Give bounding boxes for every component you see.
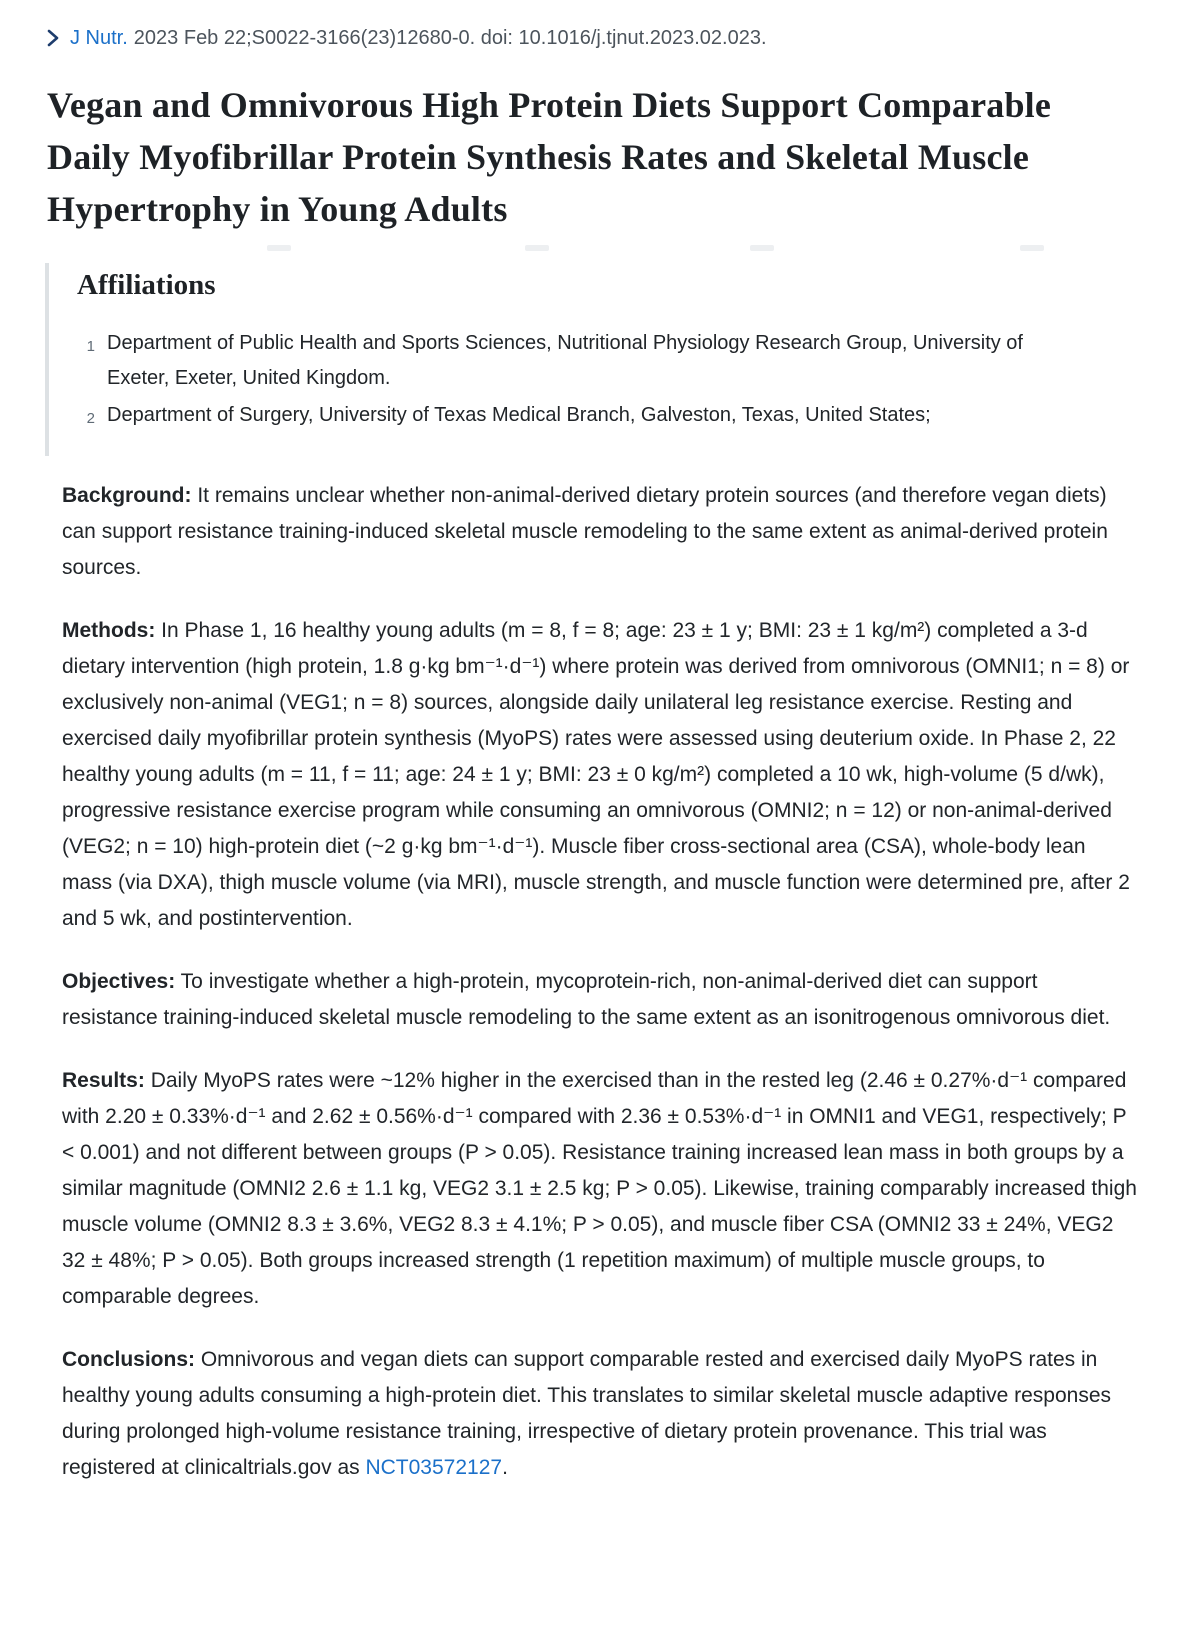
section-text-conclusions: Omnivorous and vegan diets can support comparable rested and exercised daily MyoPS rates in healthy young adults consuming a high-protein diet. This translates to similar skeletal muscle adaptive responses during prolonged high-volume resistance training, irrespective of dietary protein provenance. This trial was registered at clinicaltrials.gov as: [62, 1348, 1112, 1480]
abstract-section: [62, 478, 1138, 1486]
ghost-element: [267, 245, 291, 251]
affiliations-list: [77, 326, 1155, 436]
abstract-paragraph-results: [62, 1063, 1138, 1315]
abstract-paragraph-objectives: [62, 964, 1138, 1036]
section-label-results: Results:: [62, 1069, 145, 1093]
affiliation-item: [77, 326, 1155, 396]
section-label-background: Background:: [62, 484, 192, 508]
abstract-paragraph-conclusions: [62, 1342, 1138, 1486]
abstract-paragraph-methods: [62, 613, 1138, 937]
ghost-row: [45, 239, 1155, 257]
section-text-results: Daily MyoPS rates were ~12% higher in the exercised than in the rested leg (2.46 ± 0.27%·d⁻¹ compared with 2.20 ± 0.33%·d⁻¹ and 2.62 ± 0.56%·d⁻¹ compared with 2.36 ± 0.53%·d⁻¹ in OMNI1 and VEG1, respectively; P < 0.001) and not different between groups (P > 0.05). Resistance training increased lean mass in both groups by a similar magnitude (OMNI2 2.6 ± 1.1 kg, VEG2 3.1 ± 2.5 kg; P > 0.05). Likewise, training comparably increased thigh muscle volume (OMNI2 8.3 ± 3.6%, VEG2 8.3 ± 4.1%; P > 0.05), and muscle fiber CSA (OMNI2 33 ± 24%, VEG2 32 ± 48%; P > 0.05). Both groups increased strength (1 repetition maximum) of multiple muscle groups, to comparable degrees.: [62, 1069, 1137, 1309]
ghost-element: [525, 245, 549, 251]
affiliations-heading: Affiliations: [77, 269, 216, 302]
affiliation-number: 1: [86, 338, 95, 356]
trial-registration-link[interactable]: NCT03572127: [365, 1456, 503, 1480]
affiliation-text: Department of Surgery, University of Texas Medical Branch, Galveston, Texas, United States;: [107, 404, 931, 427]
ghost-element: [750, 245, 774, 251]
section-text-background: It remains unclear whether non-animal-derived dietary protein sources (and therefore vegan diets) can support resistance training-induced skeletal muscle remodeling to the same extent as animal-derived protein sources.: [62, 484, 1108, 580]
article-title: Vegan and Omnivorous High Protein Diets Support Comparable Daily Myofibrillar Protein Synthesis Rates and Skeletal Muscle Hypertrophy in Young Adults: [47, 85, 1052, 229]
citation-details: 2023 Feb 22;S0022-3166(23)12680-0. doi: 10.1016/j.tjnut.2023.02.023.: [133, 27, 767, 49]
section-text-conclusions-suffix: .: [502, 1456, 508, 1480]
section-text-objectives: To investigate whether a high-protein, mycoprotein-rich, non-animal-derived diet can support resistance training-induced skeletal muscle remodeling to the same extent as an isonitrogenous omnivorous diet.: [62, 970, 1111, 1030]
citation-row: [45, 24, 1155, 52]
section-label-objectives: Objectives:: [62, 970, 176, 994]
affiliation-number: 2: [86, 410, 95, 428]
section-label-conclusions: Conclusions:: [62, 1348, 196, 1372]
chevron-right-icon[interactable]: [45, 28, 60, 48]
journal-link[interactable]: J Nutr.: [70, 27, 128, 49]
section-label-methods: Methods:: [62, 619, 156, 643]
affiliation-text: Department of Public Health and Sports Sciences, Nutritional Physiology Research Group, University of Exeter, Exeter, United Kingdom.: [107, 332, 1023, 390]
abstract-paragraph-background: [62, 478, 1138, 586]
affiliation-item: [77, 398, 1155, 436]
section-text-methods: In Phase 1, 16 healthy young adults (m = 8, f = 8; age: 23 ± 1 y; BMI: 23 ± 1 kg/m²) completed a 3-d dietary intervention (high protein, 1.8 g·kg bm⁻¹·d⁻¹) where protein was derived from omnivorous (OMNI1; n = 8) or exclusively non-animal (VEG1; n = 8) sources, alongside daily unilateral leg resistance exercise. Resting and exercised daily myofibrillar protein synthesis (MyoPS) rates were assessed using deuterium oxide. In Phase 2, 22 healthy young adults (m = 11, f = 11; age: 24 ± 1 y; BMI: 23 ± 0 kg/m²) completed a 10 wk, high-volume (5 d/wk), progressive resistance exercise program while consuming an omnivorous (OMNI2; n = 12) or non-animal-derived (VEG2; n = 10) high-protein diet (~2 g·kg bm⁻¹·d⁻¹). Muscle fiber cross-sectional area (CSA), whole-body lean mass (via DXA), thigh muscle volume (via MRI), muscle strength, and muscle function were determined pre, after 2 and 5 wk, and postintervention.: [62, 619, 1130, 931]
ghost-element: [1020, 245, 1044, 251]
affiliations-section: [45, 263, 1155, 456]
